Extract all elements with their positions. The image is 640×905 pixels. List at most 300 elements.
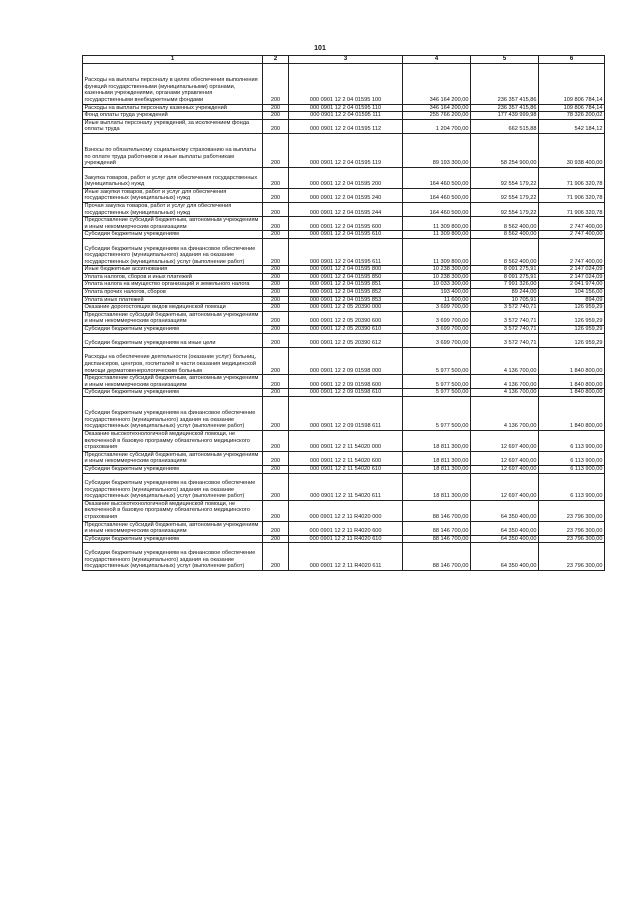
row-approved (403, 167, 471, 188)
row-approved-text: 164 460 500,00 (429, 195, 469, 202)
row-approved-text: 88 146 700,00 (432, 528, 469, 535)
row-remaining-text: 78 326 200,02 (566, 112, 603, 119)
row-remaining (539, 217, 605, 231)
row-approved-text: 88 146 700,00 (432, 514, 469, 521)
row-remaining (539, 473, 605, 500)
row-classification (289, 281, 403, 289)
row-approved (403, 535, 471, 543)
row-code (263, 451, 289, 465)
row-classification (289, 396, 403, 430)
row-executed (471, 535, 539, 543)
row-classification-text: 000 0901 12 2 05 20390 000 (309, 304, 382, 311)
row-name (83, 119, 263, 133)
row-executed (471, 188, 539, 202)
row-executed (471, 389, 539, 397)
row-name (83, 217, 263, 231)
table-row (83, 273, 605, 281)
row-approved-text: 5 977 500,00 (435, 423, 469, 430)
row-remaining (539, 500, 605, 521)
row-code-text: 200 (270, 160, 281, 167)
row-name-text: Субсидии бюджетным учреждениям (84, 326, 179, 333)
row-executed (471, 347, 539, 374)
row-name (83, 311, 263, 325)
row-executed-text: 58 254 900,00 (500, 160, 537, 167)
row-executed-text: 10 705,91 (511, 296, 537, 303)
row-code-text: 200 (270, 514, 281, 521)
row-code-text: 200 (270, 444, 281, 451)
table-header (83, 56, 605, 64)
row-executed-text: 64 350 400,00 (500, 528, 537, 535)
table-row (83, 296, 605, 304)
row-name (83, 430, 263, 451)
row-executed-text: 236 357 415,86 (497, 104, 537, 111)
row-approved (403, 389, 471, 397)
row-remaining-text: 30 938 400,00 (566, 160, 603, 167)
row-name-text: Расходы на выплаты персоналу в целях обеспечения выполнения функций государственными (муниципальными) органами, казенными учреждениями, органами управления государственными внебюджетными фондами (84, 77, 258, 104)
row-classification (289, 500, 403, 521)
row-remaining-text: 2 747 400,00 (569, 231, 603, 238)
table-row (83, 451, 605, 465)
row-approved (403, 289, 471, 297)
row-executed-text: 92 554 179,22 (500, 181, 537, 188)
row-classification (289, 64, 403, 105)
row-code (263, 473, 289, 500)
row-name (83, 396, 263, 430)
row-code (263, 273, 289, 281)
row-classification (289, 389, 403, 397)
row-executed-text: 3 572 740,71 (503, 326, 537, 333)
row-name-text: Фонд оплаты труда учреждений (84, 112, 168, 119)
row-executed-text: 3 572 740,71 (503, 304, 537, 311)
row-classification-text: 000 0901 12 2 05 20390 612 (309, 340, 382, 347)
row-code-text: 200 (270, 231, 281, 238)
row-executed-text: 4 136 700,00 (503, 367, 537, 374)
table-row (83, 326, 605, 334)
row-code (263, 326, 289, 334)
row-approved-text: 18 811 300,00 (433, 444, 469, 451)
row-classification (289, 347, 403, 374)
row-classification-text: 000 0901 12 2 04 01595 111 (310, 112, 381, 119)
row-name (83, 304, 263, 312)
row-executed (471, 231, 539, 239)
row-code-text: 200 (270, 340, 281, 347)
table-row (83, 465, 605, 473)
row-classification (289, 375, 403, 389)
row-remaining (539, 167, 605, 188)
row-name-text: Расходы на выплаты персоналу казенных учреждений (84, 104, 227, 111)
row-remaining (539, 112, 605, 120)
row-approved-text: 18 811 300,00 (433, 458, 469, 465)
row-name-text: Уплата налога на имущество организаций и земельного налога (84, 281, 250, 288)
row-code (263, 396, 289, 430)
row-classification (289, 465, 403, 473)
row-name-text: Субсидии бюджетным учреждениям (84, 389, 179, 396)
row-code-text: 200 (270, 104, 281, 111)
row-approved (403, 396, 471, 430)
row-classification-text: 000 0901 12 2 09 01598 610 (309, 389, 382, 396)
row-classification (289, 167, 403, 188)
row-executed-text: 92 554 179,22 (500, 195, 537, 202)
row-approved (403, 273, 471, 281)
row-code-text: 200 (270, 181, 281, 188)
row-executed (471, 500, 539, 521)
row-approved (403, 326, 471, 334)
row-name (83, 535, 263, 543)
row-code-text: 200 (270, 273, 281, 280)
row-remaining (539, 281, 605, 289)
row-name-text: Субсидии бюджетным учреждениям на иные цели (84, 340, 216, 347)
row-classification-text: 000 0901 12 2 04 01595 110 (309, 104, 382, 111)
row-classification-text: 000 0901 12 2 11 54020 610 (309, 465, 382, 472)
row-name-text: Иные выплаты персоналу учреждений, за исключением фонда оплаты труда (84, 119, 250, 133)
row-approved-text: 255 766 200,00 (429, 112, 469, 119)
row-code-text: 200 (270, 367, 281, 374)
row-name-text: Предоставление субсидий бюджетным, автономным учреждениям и иным некоммерческим организациям (84, 521, 259, 535)
row-classification-text: 000 0901 12 2 11 54020 611 (310, 493, 381, 500)
row-approved (403, 500, 471, 521)
row-classification-text: 000 0901 12 2 11 54020 600 (309, 458, 382, 465)
row-executed-text: 8 091 275,91 (503, 266, 537, 273)
row-code-text: 200 (270, 304, 281, 311)
row-name (83, 375, 263, 389)
row-approved (403, 188, 471, 202)
row-approved (403, 266, 471, 274)
row-approved (403, 238, 471, 265)
row-code-text: 200 (270, 493, 281, 500)
row-classification-text: 000 0901 12 2 04 01595 852 (309, 289, 382, 296)
row-code (263, 238, 289, 265)
row-remaining-text: 126 959,29 (574, 326, 603, 333)
row-approved-text: 5 977 500,00 (435, 367, 469, 374)
row-classification-text: 000 0901 12 2 04 01595 850 (309, 273, 382, 280)
row-approved-text: 346 164 200,00 (429, 97, 469, 104)
row-classification-text: 000 0901 12 2 09 01598 000 (309, 367, 382, 374)
row-name-text: Уплата прочих налогов, сборов (84, 289, 166, 296)
row-name-text: Субсидии бюджетным учреждениям на финансовое обеспечение государственного (муниципального) задания на оказание государственных (муниципальных) услуг (выполнение работ) (84, 410, 256, 430)
table-row (83, 217, 605, 231)
row-classification (289, 266, 403, 274)
row-remaining-text: 2 747 400,00 (569, 223, 603, 230)
row-classification-text: 000 0901 12 2 04 01595 611 (309, 258, 382, 265)
row-executed (471, 64, 539, 105)
row-classification-text: 000 0901 12 2 04 01595 200 (309, 181, 382, 188)
table-row (83, 202, 605, 216)
table-row (83, 535, 605, 543)
row-approved-text: 18 811 300,00 (433, 493, 469, 500)
row-name (83, 347, 263, 374)
row-remaining (539, 266, 605, 274)
row-remaining (539, 430, 605, 451)
row-approved (403, 134, 471, 168)
row-code-text: 200 (270, 112, 281, 119)
row-approved-text: 10 033 300,00 (432, 281, 469, 288)
row-code (263, 64, 289, 105)
row-classification (289, 333, 403, 347)
row-remaining-text: 1 840 800,00 (569, 381, 603, 388)
row-code-text: 200 (270, 563, 281, 570)
row-code (263, 389, 289, 397)
row-code-text: 200 (270, 289, 281, 296)
row-code (263, 119, 289, 133)
row-name-text: Предоставление субсидий бюджетным, автономным учреждениям и иным некоммерческим организациям (84, 451, 259, 465)
row-approved (403, 231, 471, 239)
row-classification-text: 000 0901 12 2 04 01595 112 (309, 126, 382, 133)
table-row (83, 389, 605, 397)
row-remaining-text: 6 113 900,00 (570, 465, 603, 472)
row-executed (471, 451, 539, 465)
row-approved (403, 347, 471, 374)
row-classification (289, 535, 403, 543)
table-row (83, 521, 605, 535)
row-classification-text: 000 0901 12 2 04 01595 851 (309, 281, 382, 288)
table-row (83, 543, 605, 570)
row-name-text: Взносы по обязательному социальному страхованию на выплаты по оплате труда работников и иные выплаты работникам учреждений (84, 147, 256, 167)
row-executed-text: 3 572 740,71 (503, 340, 537, 347)
table-row (83, 266, 605, 274)
row-executed-text: 12 697 400,00 (500, 493, 537, 500)
table-row (83, 396, 605, 430)
row-code (263, 217, 289, 231)
row-approved-text: 5 977 500,00 (435, 381, 469, 388)
row-code-text: 200 (270, 326, 281, 333)
row-executed (471, 521, 539, 535)
row-code-text: 200 (270, 381, 281, 388)
page-number: 101 (314, 45, 326, 52)
row-remaining-text: 104 156,00 (574, 289, 603, 296)
row-remaining (539, 535, 605, 543)
row-classification (289, 296, 403, 304)
row-classification-text: 000 0901 12 2 11 R4020 610 (309, 535, 382, 542)
row-name (83, 202, 263, 216)
row-remaining-text: 2 147 024,09 (569, 266, 603, 273)
row-code (263, 535, 289, 543)
row-remaining-text: 23 796 300,00 (566, 528, 603, 535)
row-remaining-text: 2 147 024,09 (569, 273, 603, 280)
row-executed (471, 396, 539, 430)
row-name-text: Оказание высокотехнологичной медицинской помощи, не включенной в базовую программу обязательного медицинского страхования (84, 500, 250, 521)
table-body (83, 64, 605, 571)
row-executed (471, 202, 539, 216)
row-classification-text: 000 0901 12 2 11 R4020 600 (309, 528, 382, 535)
row-classification (289, 231, 403, 239)
column-header: 5 (471, 56, 539, 64)
row-code (263, 500, 289, 521)
row-approved (403, 543, 471, 570)
row-remaining (539, 311, 605, 325)
row-remaining (539, 465, 605, 473)
row-remaining-text: 6 113 900,00 (570, 444, 603, 451)
row-approved-text: 346 164 200,00 (429, 104, 469, 111)
row-classification (289, 289, 403, 297)
row-executed (471, 167, 539, 188)
row-remaining (539, 543, 605, 570)
table-row (83, 112, 605, 120)
row-code (263, 134, 289, 168)
row-classification (289, 273, 403, 281)
row-remaining (539, 326, 605, 334)
table-row (83, 304, 605, 312)
table-row (83, 238, 605, 265)
row-executed-text: 8 562 400,00 (503, 223, 537, 230)
row-name-text: Предоставление субсидий бюджетным, автономным учреждениям и иным некоммерческим организациям (84, 311, 259, 325)
row-executed-text: 236 357 415,86 (497, 97, 537, 104)
row-remaining-text: 2 041 974,00 (569, 281, 603, 288)
row-approved-text: 193 400,00 (440, 289, 469, 296)
row-approved-text: 11 600,00 (444, 296, 469, 303)
row-code-text: 200 (270, 318, 281, 325)
row-approved (403, 119, 471, 133)
row-classification (289, 521, 403, 535)
row-executed (471, 119, 539, 133)
row-remaining-text: 109 806 784,14 (563, 97, 603, 104)
row-code-text: 200 (270, 195, 281, 202)
row-name-text: Прочая закупка товаров, работ и услуг для обеспечения государственных (муниципальных) нужд (84, 202, 232, 216)
row-code-text: 200 (270, 258, 281, 265)
row-executed (471, 326, 539, 334)
row-classification-text: 000 0901 12 2 04 01595 244 (309, 209, 382, 216)
row-executed (471, 104, 539, 112)
row-remaining-text: 542 184,12 (574, 126, 603, 133)
row-classification (289, 217, 403, 231)
row-code (263, 304, 289, 312)
row-code-text: 200 (270, 535, 281, 542)
row-code (263, 543, 289, 570)
row-remaining-text: 71 906 320,78 (566, 209, 603, 216)
row-executed (471, 543, 539, 570)
row-classification (289, 311, 403, 325)
row-remaining-text: 71 906 320,78 (566, 181, 603, 188)
table-row (83, 500, 605, 521)
row-name-text: Закупка товаров, работ и услуг для обеспечения государственных (муниципальных) нужд (84, 174, 258, 188)
row-name-text: Расходы на обеспечение деятельности (оказание услуг) больниц, диспансеров, центров, госпиталей в части оказания медицинской помощи дерматовенерологическим больным (84, 354, 257, 374)
row-executed-text: 4 136 700,00 (503, 381, 537, 388)
row-name-text: Уплата налогов, сборов и иных платежей (84, 273, 192, 280)
row-code (263, 521, 289, 535)
row-code (263, 266, 289, 274)
row-code-text: 200 (270, 423, 281, 430)
row-approved-text: 3 699 700,00 (435, 326, 469, 333)
row-name-text: Субсидии бюджетным учреждениям на финансовое обеспечение государственного (муниципального) задания на оказание государственных (муниципальных) услуг (выполнение работ) (84, 550, 256, 570)
row-executed (471, 134, 539, 168)
row-approved-text: 3 699 700,00 (435, 304, 469, 311)
row-name (83, 451, 263, 465)
row-name (83, 543, 263, 570)
row-remaining-text: 1 840 800,00 (569, 389, 603, 396)
row-executed (471, 311, 539, 325)
row-executed (471, 281, 539, 289)
row-classification-text: 000 0901 12 2 05 20390 610 (309, 326, 382, 333)
row-approved-text: 89 193 300,00 (432, 160, 469, 167)
row-executed-text: 8 091 275,91 (503, 273, 537, 280)
row-executed-text: 8 562 400,00 (503, 258, 537, 265)
row-executed-text: 4 136 700,00 (503, 423, 537, 430)
row-code (263, 188, 289, 202)
row-remaining (539, 134, 605, 168)
row-approved-text: 10 238 300,00 (432, 266, 469, 273)
table-row (83, 333, 605, 347)
row-code (263, 347, 289, 374)
row-name-text: Субсидии бюджетным учреждениям на финансовое обеспечение государственного (муниципального) задания на оказание государственных (муниципальных) услуг (выполнение работ) (84, 245, 256, 265)
row-remaining (539, 451, 605, 465)
row-approved (403, 296, 471, 304)
table-row (83, 188, 605, 202)
row-name-text: Субсидии бюджетным учреждениям (84, 465, 179, 472)
row-remaining-text: 6 113 900,00 (570, 458, 603, 465)
row-approved-text: 3 699 700,00 (435, 318, 469, 325)
row-code-text: 200 (270, 458, 281, 465)
row-executed-text: 64 350 400,00 (500, 535, 537, 542)
row-remaining-text: 126 959,29 (574, 318, 603, 325)
row-executed (471, 333, 539, 347)
row-approved (403, 217, 471, 231)
row-remaining (539, 296, 605, 304)
row-remaining-text: 1 840 800,00 (569, 423, 603, 430)
row-code (263, 112, 289, 120)
row-code-text: 200 (270, 465, 281, 472)
row-executed (471, 375, 539, 389)
row-remaining (539, 64, 605, 105)
row-remaining-text: 894,09 (585, 296, 603, 303)
row-name (83, 112, 263, 120)
table-row (83, 289, 605, 297)
table-row (83, 134, 605, 168)
row-name-text: Субсидии бюджетным учреждениям на финансовое обеспечение государственного (муниципального) задания на оказание государственных (муниципальных) услуг (выполнение работ) (84, 480, 256, 500)
row-remaining (539, 521, 605, 535)
table-row (83, 104, 605, 112)
row-name (83, 326, 263, 334)
row-executed (471, 289, 539, 297)
row-approved (403, 104, 471, 112)
row-executed (471, 304, 539, 312)
row-executed (471, 266, 539, 274)
row-executed-text: 3 572 740,71 (503, 318, 537, 325)
row-name (83, 167, 263, 188)
row-remaining (539, 104, 605, 112)
row-code (263, 465, 289, 473)
row-code-text: 200 (270, 528, 281, 535)
row-classification (289, 112, 403, 120)
row-name (83, 465, 263, 473)
row-approved (403, 64, 471, 105)
column-number-row (83, 56, 605, 64)
row-approved (403, 465, 471, 473)
row-classification-text: 000 0901 12 2 04 01595 240 (309, 195, 382, 202)
row-name (83, 473, 263, 500)
row-name (83, 333, 263, 347)
row-classification-text: 000 0901 12 2 04 01595 610 (309, 231, 382, 238)
row-code (263, 104, 289, 112)
row-classification-text: 000 0901 12 2 09 01598 611 (309, 423, 382, 430)
row-name (83, 231, 263, 239)
row-approved-text: 5 977 500,00 (435, 389, 469, 396)
row-code-text: 200 (270, 389, 281, 396)
row-name (83, 289, 263, 297)
row-executed (471, 238, 539, 265)
row-remaining-text: 6 113 900,00 (570, 493, 603, 500)
column-header: 4 (403, 56, 471, 64)
row-remaining-text: 126 959,29 (574, 304, 603, 311)
row-name-text: Уплата иных платежей (84, 296, 144, 303)
row-name (83, 64, 263, 105)
row-name (83, 104, 263, 112)
row-executed-text: 64 350 400,00 (500, 563, 537, 570)
row-executed (471, 430, 539, 451)
row-approved (403, 311, 471, 325)
row-approved (403, 521, 471, 535)
row-executed-text: 89 244,00 (511, 289, 537, 296)
row-executed (471, 473, 539, 500)
row-name (83, 296, 263, 304)
